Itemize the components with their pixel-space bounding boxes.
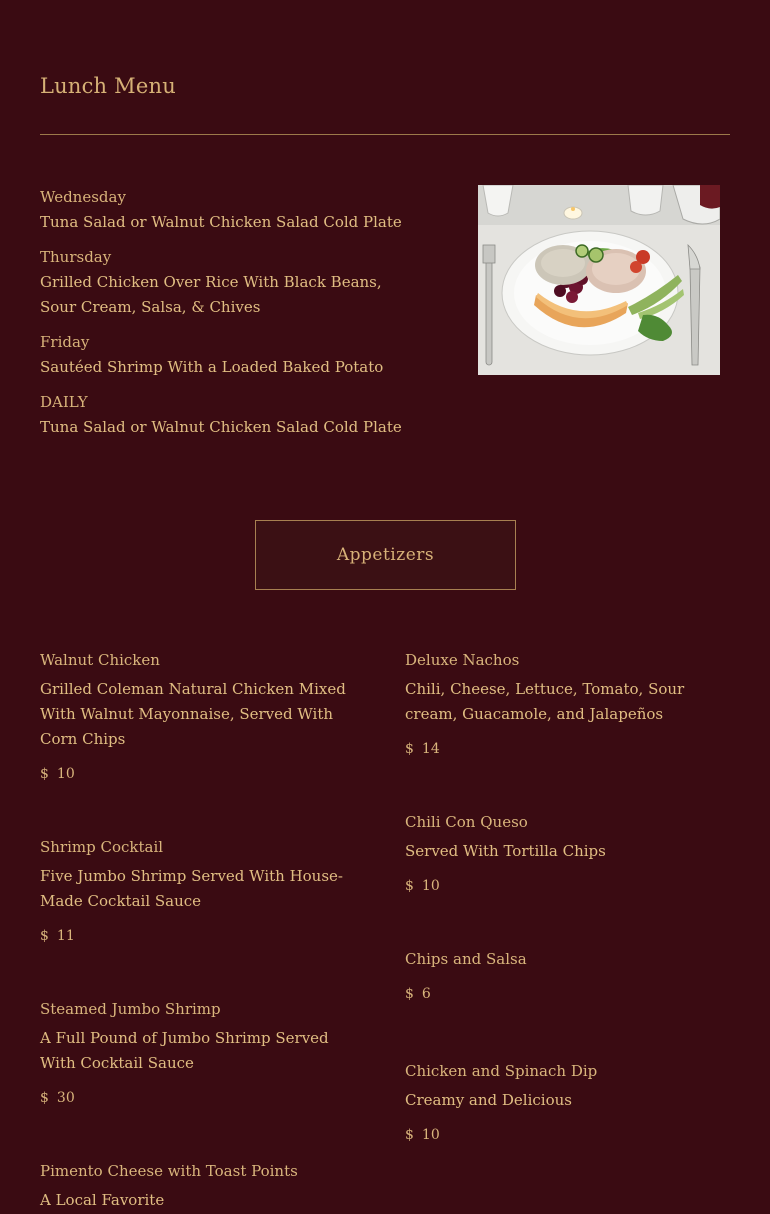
item-price (40, 924, 360, 949)
item-description: Chili, Cheese, Lettuce, Tomato, Sour cream, Guacamole, and Jalapeños (405, 680, 685, 723)
lunch-description: Grilled Chicken Over Rice With Black Beans, Sour Cream, Salsa, & Chives (40, 273, 382, 316)
item-name: Deluxe Nachos (405, 651, 520, 669)
item-description: Grilled Coleman Natural Chicken Mixed With Walnut Mayonnaise, Served With Corn Chips (40, 680, 346, 748)
currency-symbol: $ (40, 766, 49, 782)
item-price (40, 1086, 360, 1111)
lunch-item (40, 330, 420, 380)
page-title: Lunch Menu (40, 74, 176, 98)
menu-item (40, 997, 360, 1111)
item-name: Chili Con Queso (405, 813, 528, 831)
currency-symbol: $ (405, 986, 414, 1002)
lunch-description: Sautéed Shrimp With a Loaded Baked Potato (40, 358, 384, 376)
menu-item (40, 835, 360, 949)
item-name: Chicken and Spinach Dip (405, 1062, 598, 1080)
lunch-item (40, 185, 420, 235)
item-name: Shrimp Cocktail (40, 838, 164, 856)
item-description: A Full Pound of Jumbo Shrimp Served With Cocktail Sauce (40, 1029, 329, 1072)
item-price (405, 874, 730, 899)
currency-symbol: $ (40, 928, 49, 944)
lunch-day: Thursday (40, 248, 112, 266)
item-name: Steamed Jumbo Shrimp (40, 1000, 221, 1018)
price-value: 11 (56, 928, 75, 944)
item-description: Creamy and Delicious (405, 1091, 572, 1109)
price-value: 30 (56, 1090, 75, 1106)
lunch-description: Tuna Salad or Walnut Chicken Salad Cold Plate (40, 213, 402, 231)
lunch-item (40, 390, 420, 440)
menu-item (405, 648, 730, 762)
item-description: Served With Tortilla Chips (405, 842, 606, 860)
currency-symbol: $ (405, 1127, 414, 1143)
lunch-description: Tuna Salad or Walnut Chicken Salad Cold Plate (40, 418, 402, 436)
item-price (40, 762, 360, 787)
menu-item (405, 947, 730, 1007)
item-description: Five Jumbo Shrimp Served With House-Made Cocktail Sauce (40, 867, 343, 910)
menu-item (40, 648, 360, 787)
lunch-day: Wednesday (40, 188, 126, 206)
appetizers-section-button[interactable]: Appetizers (255, 520, 516, 590)
price-value: 10 (421, 878, 440, 894)
price-value: 6 (421, 986, 431, 1002)
item-name: Pimento Cheese with Toast Points (40, 1162, 298, 1180)
item-price (405, 982, 730, 1007)
menu-item (405, 810, 730, 899)
menu-item (405, 1059, 730, 1148)
lunch-item (40, 245, 420, 320)
currency-symbol: $ (40, 1090, 49, 1106)
plate-illustration (478, 185, 720, 375)
item-description: A Local Favorite (40, 1191, 165, 1209)
lunch-plate-photo (478, 185, 720, 375)
price-value: 14 (421, 741, 440, 757)
lunch-day: DAILY (40, 393, 88, 411)
price-value: 10 (56, 766, 75, 782)
item-price (405, 1123, 730, 1148)
title-divider (40, 134, 730, 135)
currency-symbol: $ (405, 878, 414, 894)
item-price (405, 737, 730, 762)
currency-symbol: $ (405, 741, 414, 757)
item-name: Chips and Salsa (405, 950, 527, 968)
lunch-day: Friday (40, 333, 90, 351)
item-name: Walnut Chicken (40, 651, 160, 669)
menu-item (40, 1159, 360, 1213)
price-value: 10 (421, 1127, 440, 1143)
